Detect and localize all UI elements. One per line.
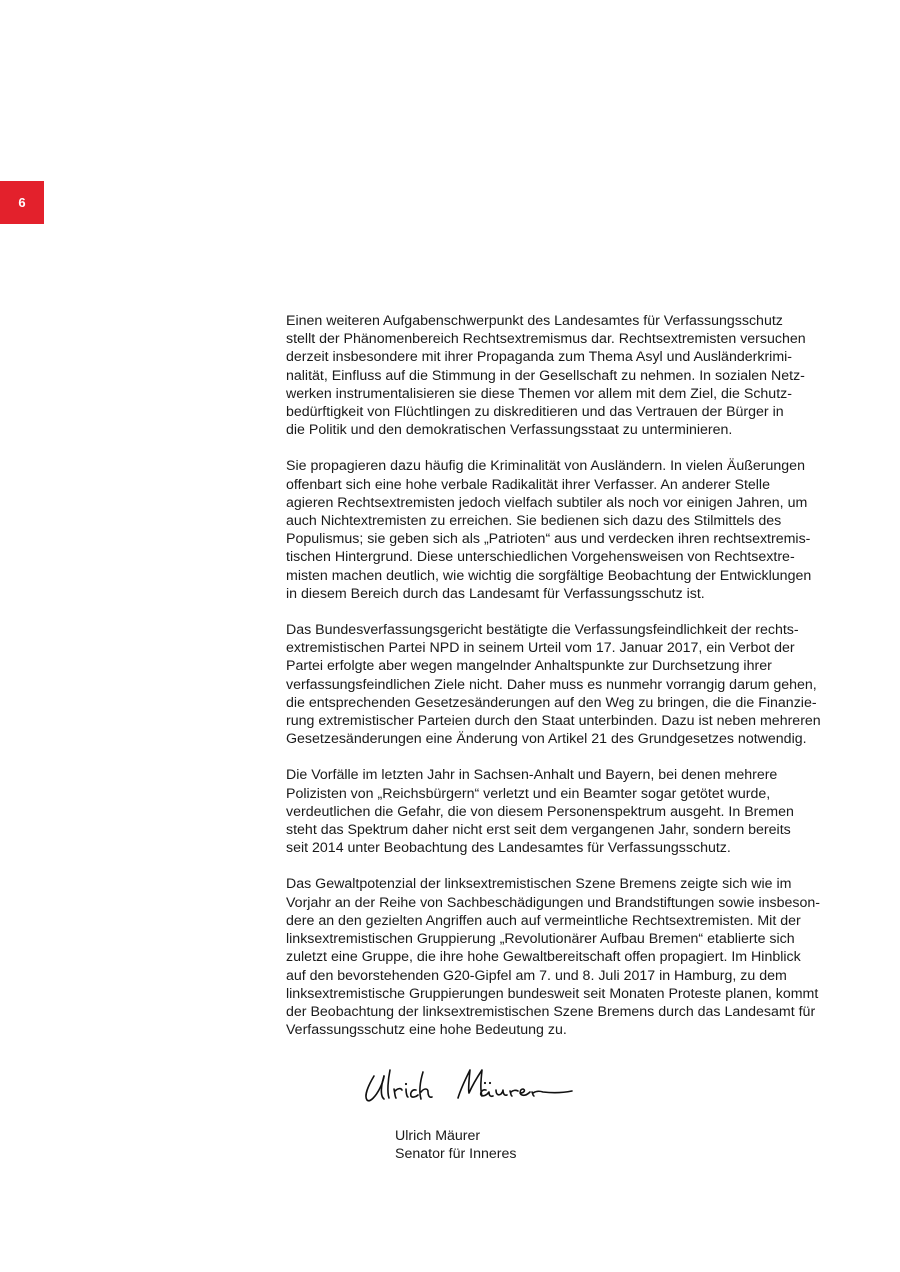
signer-title: Senator für Inneres <box>395 1146 517 1163</box>
paragraph <box>286 457 836 603</box>
page-number: 6 <box>18 195 26 210</box>
text-line: Partei erfolgte aber wegen mangelnder Anhaltspunkte zur Durchsetzung ihrer <box>286 658 772 675</box>
text-line: verfassungsfeindlichen Ziele nicht. Daher muss es nunmehr vorrangig darum gehen, <box>286 676 817 693</box>
handwritten-signature <box>360 1062 575 1110</box>
text-line: rung extremistischer Parteien durch den Staat unterbinden. Dazu ist neben mehreren <box>286 713 821 730</box>
text-line: linksextremistischen Gruppierung „Revolutionärer Aufbau Bremen“ etablierte sich <box>286 931 795 948</box>
text-line: seit 2014 unter Beobachtung des Landesamtes für Verfassungsschutz. <box>286 840 731 857</box>
text-line: bedürftigkeit von Flüchtlingen zu diskreditieren und das Vertrauen der Bürger in <box>286 404 784 421</box>
text-line: Vorjahr an der Reihe von Sachbeschädigungen und Brandstiftungen sowie insbeson- <box>286 894 820 911</box>
text-line: Gesetzesänderungen eine Änderung von Artikel 21 des Grundgesetzes notwendig. <box>286 731 807 748</box>
text-line: agieren Rechtsextremisten jedoch vielfach subtiler als noch vor einigen Jahren, um <box>286 494 808 511</box>
text-line: die entsprechenden Gesetzesänderungen auf den Weg zu bringen, die die Finanzie- <box>286 694 817 711</box>
signer-name: Ulrich Mäurer <box>395 1128 481 1144</box>
text-line: extremistischen Partei NPD in seinem Urteil vom 17. Januar 2017, ein Verbot der <box>286 640 795 657</box>
text-line: auf den bevorstehenden G20-Gipfel am 7. und 8. Juli 2017 in Hamburg, zu dem <box>286 967 787 984</box>
text-line: in diesem Bereich durch das Landesamt für Verfassungsschutz ist. <box>286 585 705 602</box>
paragraph <box>286 312 836 439</box>
text-line: linksextremistische Gruppierungen bundesweit seit Monaten Proteste planen, kommt <box>286 985 819 1002</box>
text-line: der Beobachtung der linksextremistischen Szene Bremens durch das Landesamt für <box>286 1003 816 1020</box>
paragraph <box>286 621 836 748</box>
text-line: nalität, Einfluss auf die Stimmung in der Gesellschaft zu nehmen. In sozialen Netz- <box>286 367 805 384</box>
text-line: steht das Spektrum daher nicht erst seit dem vergangenen Jahr, sondern bereits <box>286 822 791 839</box>
text-line: verdeutlichen die Gefahr, die von diesem Personenspektrum ausgeht. In Bremen <box>286 803 794 820</box>
text-line: Sie propagieren dazu häufig die Kriminalität von Ausländern. In vielen Äußerungen <box>286 458 805 475</box>
text-line: derzeit insbesondere mit ihrer Propaganda zum Thema Asyl und Ausländerkrimi- <box>286 349 793 366</box>
text-line: Polizisten von „Reichsbürgern“ verletzt und ein Beamter sogar getötet wurde, <box>286 785 771 802</box>
paragraph <box>286 875 836 1039</box>
signer-block <box>395 1127 516 1163</box>
text-line: tischen Hintergrund. Diese unterschiedlichen Vorgehensweisen von Rechtsextre- <box>286 549 795 566</box>
text-line: werken instrumentalisieren sie diese Themen vor allem mit dem Ziel, die Schutz- <box>286 385 792 402</box>
text-line: offenbart sich eine hohe verbale Radikalität ihrer Verfasser. An anderer Stelle <box>286 476 770 493</box>
text-line: Verfassungsschutz eine hohe Bedeutung zu. <box>286 1022 567 1039</box>
text-line: zuletzt eine Gruppe, die ihre hohe Gewaltbereitschaft offen propagiert. Im Hinblick <box>286 949 801 966</box>
text-line: Das Gewaltpotenzial der linksextremistischen Szene Bremens zeigte sich wie im <box>286 876 792 893</box>
text-line: dere an den gezielten Angriffen auch auf vermeintliche Rechtsextremisten. Mit der <box>286 912 801 929</box>
body-text <box>286 312 836 1057</box>
text-line: auch Nichtextremisten zu erreichen. Sie bedienen sich dazu des Stilmittels des <box>286 513 782 530</box>
text-line: stellt der Phänomenbereich Rechtsextremismus dar. Rechtsextremisten versuchen <box>286 331 806 348</box>
paragraph <box>286 766 836 857</box>
text-line: Populismus; sie geben sich als „Patrioten“ aus und verdecken ihren rechtsextremis- <box>286 531 811 548</box>
text-line: Einen weiteren Aufgabenschwerpunkt des Landesamtes für Verfassungsschutz <box>286 313 783 329</box>
page-number-marker <box>0 181 44 224</box>
text-line: Die Vorfälle im letzten Jahr in Sachsen-Anhalt und Bayern, bei denen mehrere <box>286 767 778 784</box>
text-line: die Politik und den demokratischen Verfassungsstaat zu unterminieren. <box>286 422 733 439</box>
text-line: misten machen deutlich, wie wichtig die sorgfältige Beobachtung der Entwicklungen <box>286 567 812 584</box>
text-line: Das Bundesverfassungsgericht bestätigte die Verfassungsfeindlichkeit der rechts- <box>286 622 799 639</box>
